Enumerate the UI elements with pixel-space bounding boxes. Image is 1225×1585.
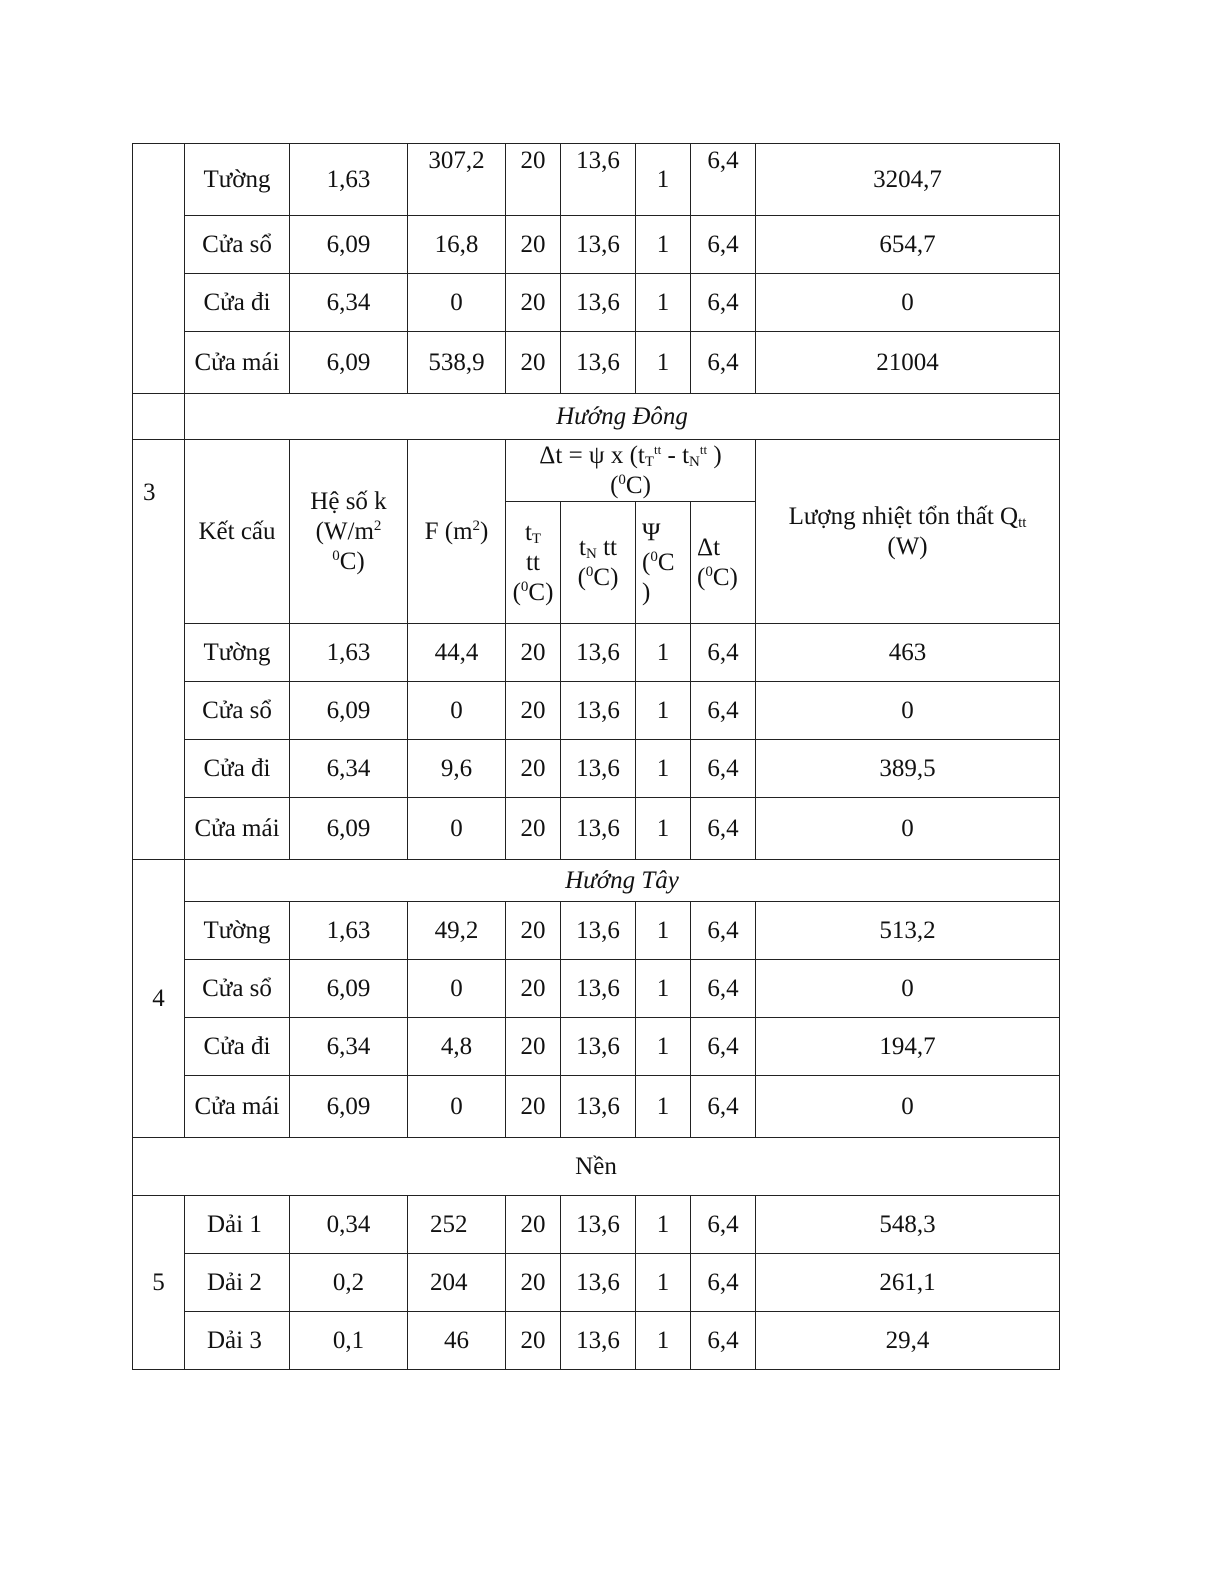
table-row [133,624,1060,682]
tT-cell: 20 [506,274,561,332]
tN-cell: 13,6 [561,1254,636,1312]
section-title-row [133,394,1060,440]
table-row [133,332,1060,394]
tN-cell: 13,6 [561,274,636,332]
tT-cell: 20 [506,216,561,274]
table-row [133,740,1060,798]
table-row [133,1076,1060,1138]
group-number-cell [133,144,185,394]
table-row [133,682,1060,740]
header-heat-loss: Lượng nhiệt tổn thất $Q_{tt}$ (W) [756,440,1060,624]
dt-cell: 6,4 [691,902,756,960]
tN-cell: 13,6 [561,144,636,216]
table-row [133,144,1060,216]
structure-cell: Cửa đi [185,274,290,332]
k-cell: 6,34 [290,274,408,332]
tN-cell: 13,6 [561,624,636,682]
tN-cell: 13,6 [561,740,636,798]
empty-number-cell [133,394,185,440]
tT-cell: 20 [506,740,561,798]
q-cell: 21004 [756,332,1060,394]
structure-cell: Tường [185,902,290,960]
k-cell: 6,09 [290,798,408,860]
dt-cell: 6,4 [691,1076,756,1138]
tT-cell: 20 [506,144,561,216]
heat-loss-table [132,143,1060,1370]
dt-cell: 6,4 [691,1312,756,1370]
q-cell: 513,2 [756,902,1060,960]
psi-cell: 1 [636,1018,691,1076]
k-cell: 6,09 [290,960,408,1018]
q-cell: 654,7 [756,216,1060,274]
tT-cell: 20 [506,1018,561,1076]
table-row [133,1312,1060,1370]
tN-cell: 13,6 [561,1018,636,1076]
header-area: F $(m^2)$ [408,440,506,624]
k-cell: 6,09 [290,1076,408,1138]
tN-cell: 13,6 [561,960,636,1018]
table-row [133,1254,1060,1312]
k-cell: 6,34 [290,1018,408,1076]
structure-cell: Tường [185,624,290,682]
tT-cell: 20 [506,624,561,682]
area-cell: 0 [408,274,506,332]
psi-cell: 1 [636,902,691,960]
table-row [133,274,1060,332]
dt-cell: 6,4 [691,332,756,394]
area-cell: 44,4 [408,624,506,682]
structure-cell: Cửa mái [185,798,290,860]
q-cell: 389,5 [756,740,1060,798]
area-cell: 204 [408,1254,506,1312]
tT-cell: 20 [506,960,561,1018]
section-title-east: Hướng Đông [185,394,1060,440]
header-k: Hệ số k ($W/m^2$ $^0$C) [290,440,408,624]
q-cell: 463 [756,624,1060,682]
tN-cell: 13,6 [561,798,636,860]
q-cell: 261,1 [756,1254,1060,1312]
k-cell: 1,63 [290,902,408,960]
area-cell: 16,8 [408,216,506,274]
header-dt-formula: Δt = ψ x ($t_T^{tt} - t_N^{tt}$ ) ($^0$C) [506,440,756,502]
structure-cell: Dải 3 [185,1312,290,1370]
area-cell: 4,8 [408,1018,506,1076]
area-cell: 0 [408,960,506,1018]
psi-cell: 1 [636,1196,691,1254]
structure-cell: Tường [185,144,290,216]
structure-cell: Cửa sổ [185,216,290,274]
psi-cell: 1 [636,740,691,798]
tT-cell: 20 [506,798,561,860]
psi-cell: 1 [636,624,691,682]
table-row [133,960,1060,1018]
tN-cell: 13,6 [561,682,636,740]
q-cell: 0 [756,1076,1060,1138]
section-title-west: Hướng Tây [185,860,1060,902]
dt-cell: 6,4 [691,682,756,740]
k-cell: 0,1 [290,1312,408,1370]
tN-cell: 13,6 [561,902,636,960]
tT-cell: 20 [506,332,561,394]
tN-cell: 13,6 [561,1312,636,1370]
section-title-row [133,1138,1060,1196]
q-cell: 0 [756,960,1060,1018]
dt-cell: 6,4 [691,624,756,682]
structure-cell: Dải 2 [185,1254,290,1312]
dt-cell: 6,4 [691,798,756,860]
structure-cell: Cửa sổ [185,682,290,740]
group-number-4: 4 [133,860,185,1138]
tN-cell: 13,6 [561,1076,636,1138]
dt-cell: 6,4 [691,1196,756,1254]
tN-cell: 13,6 [561,1196,636,1254]
table-row [133,902,1060,960]
psi-cell: 1 [636,332,691,394]
header-row [133,440,1060,502]
table-row [133,216,1060,274]
area-cell: 46 [408,1312,506,1370]
q-cell: 0 [756,274,1060,332]
area-cell: 252 [408,1196,506,1254]
structure-cell: Dải 1 [185,1196,290,1254]
area-cell: 0 [408,798,506,860]
table-row [133,1018,1060,1076]
psi-cell: 1 [636,1076,691,1138]
structure-cell: Cửa đi [185,740,290,798]
k-cell: 0,2 [290,1254,408,1312]
psi-cell: 1 [636,1254,691,1312]
psi-cell: 1 [636,274,691,332]
k-cell: 0,34 [290,1196,408,1254]
area-cell: 0 [408,682,506,740]
area-cell: 49,2 [408,902,506,960]
section-title-floor: Nền [133,1138,1060,1196]
k-cell: 6,09 [290,332,408,394]
area-cell: 307,2 [408,144,506,216]
section-title-row [133,860,1060,902]
dt-cell: 6,4 [691,274,756,332]
table-row [133,1196,1060,1254]
tT-cell: 20 [506,1196,561,1254]
psi-cell: 1 [636,960,691,1018]
dt-cell: 6,4 [691,1018,756,1076]
q-cell: 0 [756,682,1060,740]
q-cell: 29,4 [756,1312,1060,1370]
structure-cell: Cửa mái [185,1076,290,1138]
area-cell: 9,6 [408,740,506,798]
header-delta: Δt ($^0$C) [691,502,756,624]
tT-cell: 20 [506,1076,561,1138]
psi-cell: 1 [636,144,691,216]
dt-cell: 6,4 [691,1254,756,1312]
structure-cell: Cửa sổ [185,960,290,1018]
tT-cell: 20 [506,902,561,960]
k-cell: 6,34 [290,740,408,798]
header-tN: $t_N$ tt ($^0$C) [561,502,636,624]
structure-cell: Cửa đi [185,1018,290,1076]
psi-cell: 1 [636,682,691,740]
q-cell: 3204,7 [756,144,1060,216]
area-cell: 0 [408,1076,506,1138]
k-cell: 6,09 [290,682,408,740]
header-psi: Ψ ($^0$C ) [636,502,691,624]
tT-cell: 20 [506,1312,561,1370]
dt-cell: 6,4 [691,960,756,1018]
dt-cell: 6,4 [691,740,756,798]
header-tT: $t_T$ tt ($^0$C) [506,502,561,624]
psi-cell: 1 [636,1312,691,1370]
q-cell: 194,7 [756,1018,1060,1076]
tT-cell: 20 [506,682,561,740]
q-cell: 548,3 [756,1196,1060,1254]
dt-cell: 6,4 [691,144,756,216]
tN-cell: 13,6 [561,216,636,274]
group-number-3: 3 [133,440,185,860]
k-cell: 6,09 [290,216,408,274]
k-cell: 1,63 [290,624,408,682]
structure-cell: Cửa mái [185,332,290,394]
dt-cell: 6,4 [691,216,756,274]
psi-cell: 1 [636,216,691,274]
table-row [133,798,1060,860]
area-cell: 538,9 [408,332,506,394]
psi-cell: 1 [636,798,691,860]
tT-cell: 20 [506,1254,561,1312]
q-cell: 0 [756,798,1060,860]
header-structure: Kết cấu [185,440,290,624]
tN-cell: 13,6 [561,332,636,394]
k-cell: 1,63 [290,144,408,216]
group-number-5: 5 [133,1196,185,1370]
